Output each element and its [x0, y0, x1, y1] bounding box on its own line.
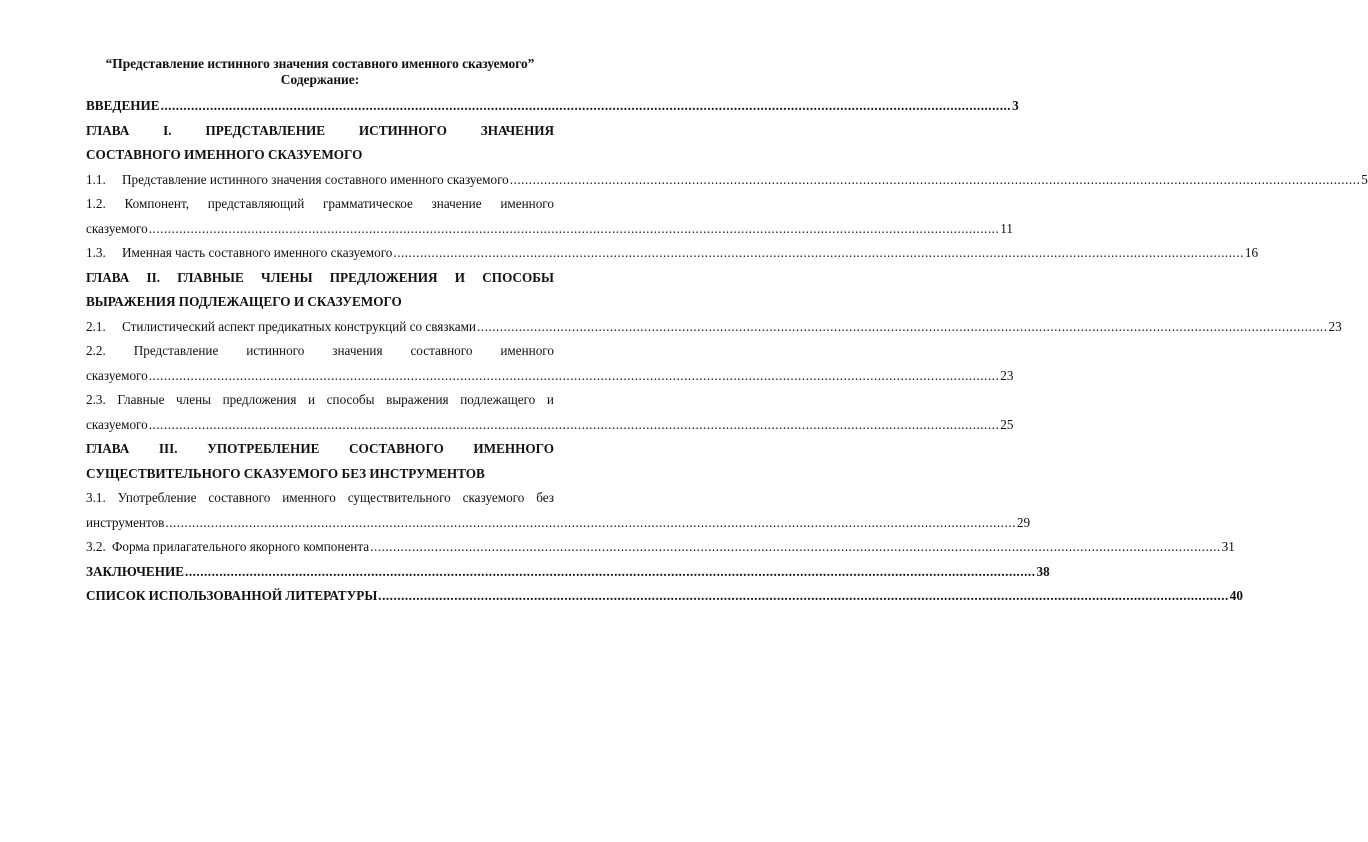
toc-entry-3-1-line1[interactable] — [86, 486, 554, 511]
toc-entry-number: 2.2. — [86, 343, 106, 358]
toc-page-number: 23 — [1000, 367, 1014, 383]
toc-page-number: 16 — [1244, 245, 1259, 260]
toc-chapter-3-line1[interactable] — [86, 437, 554, 462]
toc-word: истинного — [246, 343, 305, 358]
toc-entry-2-3-line1[interactable] — [86, 388, 554, 413]
toc-entry-text: СУЩЕСТВИТЕЛЬНОГО СКАЗУЕМОГО БЕЗ ИНСТРУМЕНТОВ — [86, 465, 485, 481]
toc-word: значение — [431, 196, 482, 211]
toc-entry-3-2[interactable] — [86, 535, 1235, 560]
toc-word: предложения — [222, 392, 297, 407]
toc-word: II. — [146, 269, 161, 285]
toc-entry-number: 1.2. — [86, 196, 106, 211]
toc-word: сказуемого — [462, 490, 525, 505]
toc-entry-2-3-line2[interactable] — [86, 413, 1014, 438]
toc-word: Компонент, — [124, 196, 190, 211]
toc-entry-text: ВЫРАЖЕНИЯ ПОДЛЕЖАЩЕГО И СКАЗУЕМОГО — [86, 294, 402, 309]
dot-leader — [149, 364, 1000, 389]
dot-leader — [477, 315, 1328, 340]
toc-word: выражения — [386, 392, 449, 407]
toc-word: Главные — [117, 392, 165, 407]
toc-word: ПРЕДСТАВЛЕНИЕ — [205, 122, 326, 138]
toc-entry-conclusion[interactable] — [86, 560, 1050, 585]
toc-entry-text: ЗАКЛЮЧЕНИЕ — [86, 563, 185, 579]
toc-page-number: 11 — [1000, 220, 1013, 236]
toc-word: без — [536, 490, 554, 505]
toc-word: представляющий — [207, 196, 305, 211]
dot-leader — [149, 217, 1000, 242]
toc-entry-text: Именная часть составного именного сказуемого — [122, 245, 393, 260]
toc-word: ГЛАВА — [86, 269, 130, 285]
toc-word: СОСТАВНОГО — [349, 441, 444, 456]
toc-entry-2-1[interactable] — [86, 315, 1342, 340]
toc-entry-2-2-line1[interactable] — [86, 339, 554, 364]
toc-word: И — [454, 269, 466, 285]
toc-entry-text: сказуемого — [86, 367, 148, 383]
toc-entry-text: Форма прилагательного якорного компонента — [112, 539, 370, 554]
toc-page-number: 25 — [1000, 416, 1014, 432]
dot-leader — [149, 413, 1000, 438]
toc-entry-1-3[interactable] — [86, 241, 1259, 266]
toc-word: ГЛАВНЫЕ — [177, 269, 244, 285]
toc-word: ИМЕННОГО — [473, 441, 554, 456]
toc-word: грамматическое — [323, 196, 413, 211]
toc-entry-2-2-line2[interactable] — [86, 364, 1014, 389]
dot-leader — [378, 584, 1229, 609]
toc-word: ЗНАЧЕНИЯ — [480, 122, 554, 138]
toc-page-number: 29 — [1016, 514, 1031, 530]
toc-word: ГЛАВА — [86, 122, 130, 138]
toc-chapter-1-line2[interactable] — [86, 143, 554, 168]
toc-word: ИСТИННОГО — [358, 122, 447, 138]
toc-entry-number: 1.3. — [86, 245, 106, 260]
toc-entry-text: СПИСОК ИСПОЛЬЗОВАННОЙ ЛИТЕРАТУРЫ — [86, 588, 378, 603]
toc-entry-number: 1.1. — [86, 171, 106, 187]
dot-leader — [161, 94, 1012, 119]
dot-leader — [185, 560, 1036, 585]
toc-word: составного — [208, 490, 271, 505]
toc-chapter-3-line2[interactable] — [86, 462, 554, 487]
toc-entry-1-2-line2[interactable] — [86, 217, 1013, 242]
toc-page-number: 38 — [1036, 563, 1050, 579]
toc-word: существительного — [347, 490, 451, 505]
toc-entry-number: 2.1. — [86, 318, 106, 334]
toc-page-number: 5 — [1361, 171, 1368, 187]
toc-page-number: 31 — [1221, 539, 1235, 554]
toc-word: члены — [176, 392, 211, 407]
toc-word: именного — [282, 490, 336, 505]
toc-word: Употребление — [117, 490, 197, 505]
toc-entry-1-1[interactable] — [86, 168, 1368, 193]
toc-word: ЧЛЕНЫ — [261, 269, 313, 285]
toc-word: I. — [163, 122, 172, 138]
toc-word: III. — [158, 441, 178, 456]
toc-entry-text: сказуемого — [86, 220, 148, 236]
toc-entry-text: ВВЕДЕНИЕ — [86, 98, 160, 113]
dot-leader — [510, 168, 1361, 193]
toc-entry-1-2-line1[interactable] — [86, 192, 554, 217]
toc-word: составного — [410, 343, 473, 358]
toc-entry-number: 3.1. — [86, 490, 106, 505]
toc-entry-text: инструментов — [86, 514, 165, 530]
toc-word: и — [546, 392, 554, 407]
toc-entry-bibliography[interactable] — [86, 584, 1243, 609]
toc-entry-text: Стилистический аспект предикатных конструкций со связками — [122, 318, 476, 334]
toc-entry-number: 3.2. — [86, 539, 106, 554]
toc-word: способы — [326, 392, 375, 407]
toc-word: именного — [500, 196, 554, 211]
toc-page-number: 23 — [1328, 318, 1342, 334]
toc-word: и — [308, 392, 316, 407]
toc-entry-intro[interactable] — [86, 94, 1019, 119]
toc-word: Представление — [133, 343, 219, 358]
toc-entry-3-1-line2[interactable] — [86, 511, 1031, 536]
toc-entry-text: сказуемого — [86, 416, 148, 432]
toc-word: значения — [332, 343, 383, 358]
toc-chapter-2-line2[interactable] — [86, 290, 554, 315]
toc-word: ГЛАВА — [86, 441, 130, 456]
toc-entry-text: Представление истинного значения составного именного сказуемого — [122, 171, 509, 187]
dot-leader — [165, 511, 1016, 536]
toc-word: именного — [500, 343, 554, 358]
document-title: “Представление истинного значения составного именного сказуемого” — [105, 56, 535, 71]
toc-word: УПОТРЕБЛЕНИЕ — [207, 441, 320, 456]
toc-word: подлежащего — [460, 392, 536, 407]
toc-chapter-2-line1[interactable] — [86, 266, 554, 291]
dot-leader — [370, 535, 1221, 560]
contents-heading: Содержание: — [280, 72, 360, 87]
toc-chapter-1-line1[interactable] — [86, 119, 554, 144]
toc-word: ПРЕДЛОЖЕНИЯ — [329, 269, 438, 285]
toc-entry-number: 2.3. — [86, 392, 106, 407]
toc-entry-text: СОСТАВНОГО ИМЕННОГО СКАЗУЕМОГО — [86, 147, 363, 162]
toc-page-number: 3 — [1012, 98, 1019, 113]
dot-leader — [393, 241, 1244, 266]
toc-word: СПОСОБЫ — [482, 269, 554, 285]
toc-page-number: 40 — [1229, 588, 1243, 603]
